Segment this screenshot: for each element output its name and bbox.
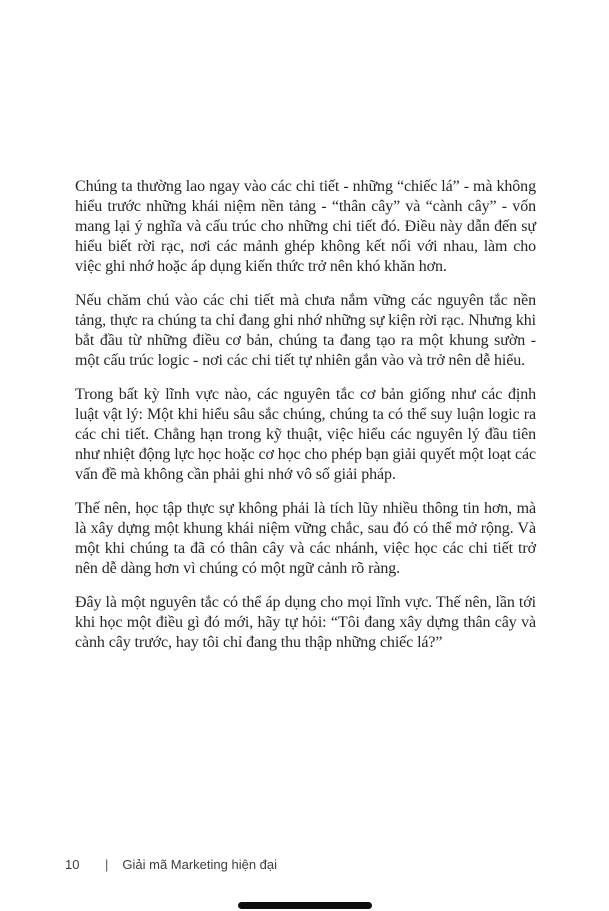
body-paragraph: Đây là một nguyên tắc có thể áp dụng cho mọi lĩnh vực. Thế nên, lần tới khi học một điều gì đó mới, hãy tự hỏi: “Tôi đang xây dựng thân cây và cành cây trước, hay tôi chỉ đang thu thập những chiếc lá?” bbox=[75, 594, 536, 651]
book-title: Giải mã Marketing hiện đại bbox=[122, 857, 278, 872]
home-indicator-bar[interactable] bbox=[238, 902, 372, 909]
body-paragraph: Chúng ta thường lao ngay vào các chi tiết - những “chiếc lá” - mà không hiểu trước những khái niệm nền tảng - “thân cây” và “cành cây” - vốn mang lại ý nghĩa và cấu trúc cho những chi tiết đó. Điều này dẫn đến sự hiểu biết rời rạc, nơi các mảnh ghép không kết nối với nhau, làm cho việc ghi nhớ hoặc áp dụng kiến thức trở nên khó khăn hơn. bbox=[75, 178, 536, 275]
footer-separator: | bbox=[105, 857, 109, 872]
body-text bbox=[75, 177, 536, 667]
page-number: 10 bbox=[65, 857, 80, 872]
page-footer bbox=[65, 857, 277, 872]
body-paragraph: Nếu chăm chú vào các chi tiết mà chưa nắm vững các nguyên tắc nền tảng, thực ra chúng ta chỉ đang ghi nhớ những sự kiện rời rạc. Nhưng khi bắt đầu từ những điều cơ bản, chúng ta đang tạo ra một khung sườn - một cấu trúc logic - nơi các chi tiết tự nhiên gắn vào và trở nên dễ hiểu. bbox=[75, 292, 536, 369]
body-paragraph: Thế nên, học tập thực sự không phải là tích lũy nhiều thông tin hơn, mà là xây dựng một khung khái niệm vững chắc, sau đó có thể mở rộng. Và một khi chúng ta đã có thân cây và các nhánh, việc học các chi tiết trở nên dễ dàng hơn vì chúng có một ngữ cảnh rõ ràng. bbox=[75, 500, 536, 577]
body-paragraph: Trong bất kỳ lĩnh vực nào, các nguyên tắc cơ bản giống như các định luật vật lý: Một khi hiểu sâu sắc chúng, chúng ta có thể suy luận logic ra các chi tiết. Chẳng hạn trong kỹ thuật, việc hiểu các nguyên lý đầu tiên như nhiệt động lực học hoặc cơ học cho phép bạn giải quyết một loạt các vấn đề mà không cần phải ghi nhớ vô số giải pháp. bbox=[75, 386, 536, 483]
